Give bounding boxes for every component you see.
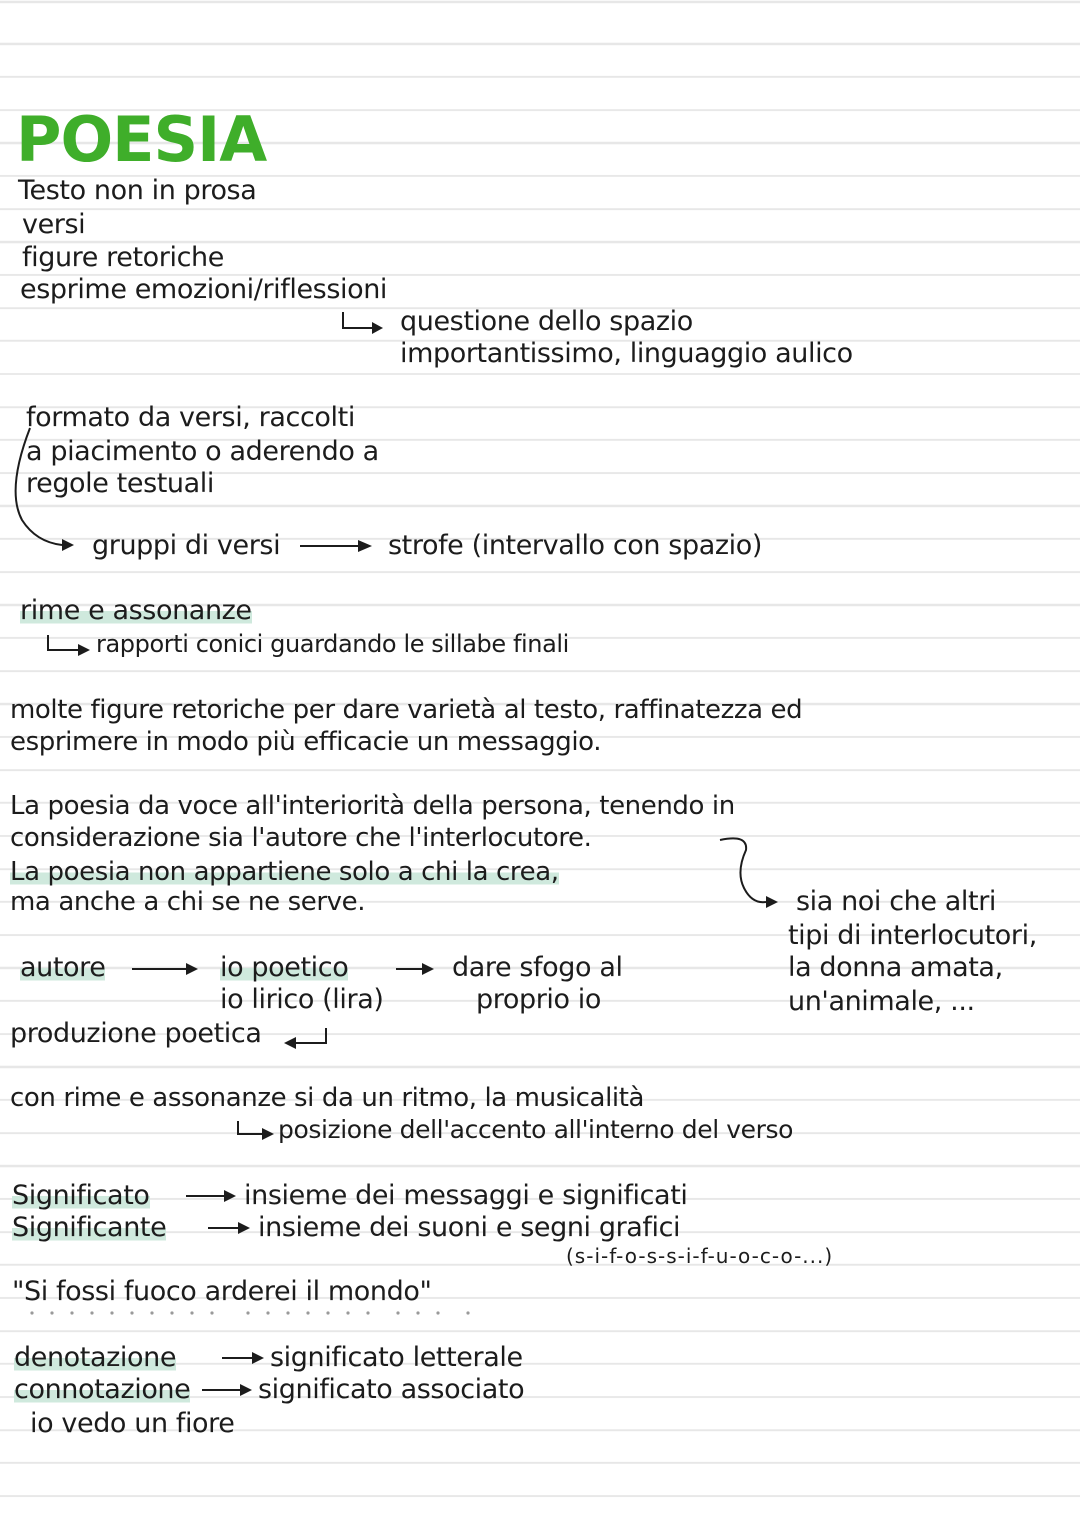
format-groups: gruppi di versi [92,530,281,561]
rime-heading [20,595,252,627]
side-line-1: sia noi che altri [796,886,996,917]
format-line-1: formato da versi, raccolti [26,402,355,433]
autore-label [20,952,105,984]
side-line-4: un'animale, ... [788,986,975,1017]
rime-sub: rapporti conici guardando le sillabe finali [96,630,569,658]
term-connotazione-text: connotazione [14,1374,191,1405]
interiority-line-1: La poesia da voce all'interiorità della persona, tenendo in [10,791,735,821]
intro-line-4: esprime emozioni/riflessioni [20,274,388,305]
def-significato: insieme dei messaggi e significati [244,1180,688,1211]
elbow-arrow-1 [343,312,372,328]
term-significato [12,1180,150,1212]
term-connotazione [14,1374,190,1406]
page-title: POESIA [16,103,267,176]
interiority-line-4: ma anche a chi se ne serve. [10,887,366,917]
rime-heading-text: rime e assonanze [20,595,252,626]
intro-sub-1: questione dello spazio [400,306,693,337]
intro-line-3: figure retoriche [22,242,224,273]
def-significante: insieme dei suoni e segni grafici [258,1212,681,1243]
figure-line-1: molte figure retoriche per dare varietà al testo, raffinatezza ed [10,695,803,725]
format-line-3: regole testuali [26,468,214,499]
sfogo-line-2: proprio io [476,984,602,1015]
intro-sub-2: importantissimo, linguaggio aulico [400,338,853,369]
elbow-arrow-ritmo [238,1121,262,1134]
ritmo-sub: posizione dell'accento all'interno del verso [278,1115,794,1144]
figure-line-2: esprimere in modo più efficacie un messaggio. [10,727,602,757]
term-denotazione-text: denotazione [14,1342,177,1373]
def-denotazione: significato letterale [270,1342,523,1373]
term-denotazione [14,1342,176,1374]
io-poetico-text: io poetico [220,952,349,983]
interiority-line-2: considerazione sia l'autore che l'interlocutore. [10,823,592,853]
io-lirico: io lirico (lira) [220,984,384,1015]
example: io vedo un fiore [30,1408,235,1439]
dotted-underline [30,1311,469,1314]
intro-line-1: Testo non in prosa [18,175,257,206]
term-significante [12,1212,166,1244]
def-connotazione: significato associato [258,1374,525,1405]
sfogo-line-1: dare sfogo al [452,952,623,983]
interiority-line-3 [10,856,559,888]
curve-side [720,838,766,902]
spelling: (s-i-f-o-s-s-i-f-u-o-c-o-...) [566,1244,834,1268]
quote: "Si fossi fuoco arderei il mondo" [12,1276,432,1307]
format-strofe: strofe (intervallo con spazio) [388,530,762,561]
format-line-2: a piacimento o aderendo a [26,436,379,467]
elbow-arrow-rime [48,635,78,650]
produzione-poetica: produzione poetica [10,1018,262,1049]
autore-label-text: autore [20,952,106,983]
io-poetico [220,952,348,984]
return-arrow [296,1028,326,1043]
intro-line-2: versi [22,209,86,240]
term-significato-text: Significato [12,1180,150,1211]
side-line-3: la donna amata, [788,952,1003,983]
term-significante-text: Significante [12,1212,167,1243]
interiority-line-3-text: La poesia non appartiene solo a chi la crea, [10,857,559,887]
side-line-2: tipi di interlocutori, [788,920,1037,951]
ritmo-line: con rime e assonanze si da un ritmo, la musicalità [10,1083,645,1113]
